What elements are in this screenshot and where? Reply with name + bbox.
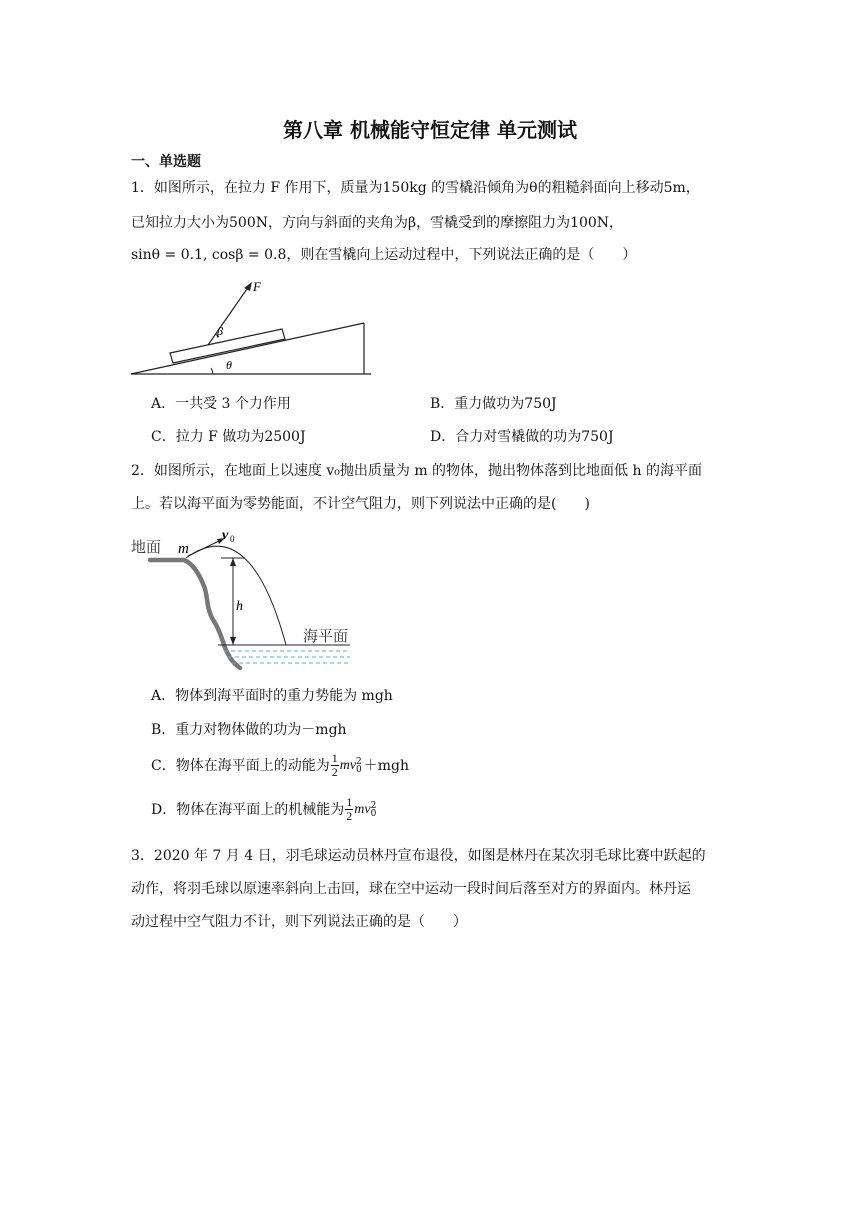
q2-line-2: 上。若以海平面为零势能面，不计空气阻力，则下列说法中正确的是( ) (131, 496, 590, 512)
q2-option-c-text: C．物体在海平面上的动能为 (151, 757, 330, 774)
q1-force-label: F (253, 279, 261, 294)
q2-cliff-figure (128, 524, 358, 669)
q2-sea-label: 海平面 (303, 629, 349, 645)
q1-option-a[interactable]: A．一共受 3 个力作用 (151, 396, 291, 412)
q2-velocity-label: v (222, 528, 229, 543)
q3-line-2: 动作，将羽毛球以原速率斜向上击回，球在空中运动一段时间后落至对方的界面内。林丹运 (131, 881, 691, 897)
q2-option-a[interactable]: A．物体到海平面时的重力势能为 mgh (151, 688, 393, 704)
q1-line-3: sinθ = 0.1, cosβ = 0.8，则在雪橇向上运动过程中，下列说法正确的是（ ） (131, 247, 637, 263)
q1-beta-label: β (217, 324, 223, 338)
fraction-numerator: 1 (346, 795, 353, 809)
q2-option-d-fraction (345, 796, 353, 823)
q2-option-d-text: D．物体在海平面上的机械能为 (151, 801, 345, 818)
q3-line-1: 3．2020 年 7 月 4 日，羽毛球运动员林丹宣布退役，如图是林丹在某次羽毛球比赛中跃起的 (131, 848, 706, 864)
q1-line-2: 已知拉力大小为500N，方向与斜面的夹角为β，雪橇受到的摩擦阻力为100N， (131, 215, 624, 231)
q2-option-b[interactable]: B．重力对物体做的功为－mgh (151, 722, 347, 738)
fraction-denominator: 2 (331, 765, 338, 779)
q2-option-d-sub: 0 (370, 808, 377, 819)
page-title: 第八章 机械能守恒定律 单元测试 (283, 118, 577, 142)
section-heading: 一、单选题 (131, 154, 201, 170)
q3-line-3: 动过程中空气阻力不计，则下列说法正确的是（ ） (131, 914, 467, 930)
q1-line-1: 1．如图所示，在拉力 F 作用下，质量为150kg 的雪橇沿倾角为θ的粗糙斜面向上移动5m， (131, 180, 700, 196)
q1-option-d[interactable]: D．合力对雪橇做的功为750J (430, 429, 614, 445)
q2-height-label: h (236, 599, 243, 614)
q1-theta-label: θ (226, 358, 232, 372)
q2-mass-label: m (178, 541, 189, 557)
q2-option-c-sub: 0 (356, 764, 362, 775)
q2-ground-label: 地面 (131, 540, 162, 556)
q2-option-c[interactable] (151, 752, 409, 779)
q1-option-c[interactable]: C．拉力 F 做功为2500J (151, 429, 306, 445)
fraction-numerator: 1 (331, 751, 338, 765)
q2-option-d-sup: 2 (370, 800, 377, 811)
q1-option-b[interactable]: B．重力做功为750J (430, 396, 557, 412)
q2-line-1: 2．如图所示，在地面上以速度 v₀抛出质量为 m 的物体，抛出物体落到比地面低 h 的海平面 (131, 463, 702, 479)
q2-velocity-subscript: 0 (230, 534, 235, 544)
q1-incline-figure (128, 278, 378, 378)
fraction-denominator: 2 (346, 809, 353, 823)
q2-option-c-tail: ＋mgh (363, 757, 410, 774)
q2-option-c-mv: mv (339, 757, 357, 773)
q2-option-c-fraction (331, 752, 339, 779)
q2-option-d-mv: mv (354, 801, 371, 817)
q2-option-c-sup: 2 (356, 756, 362, 767)
q2-option-d[interactable] (151, 796, 376, 823)
